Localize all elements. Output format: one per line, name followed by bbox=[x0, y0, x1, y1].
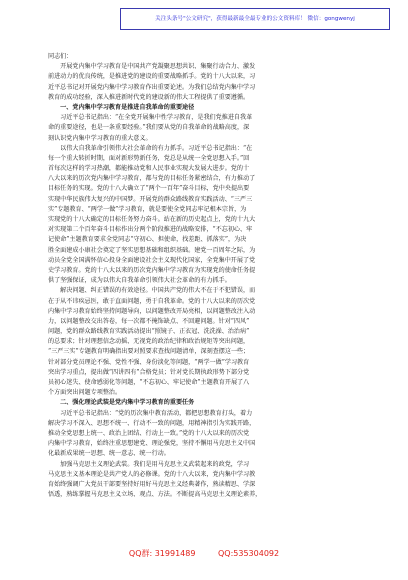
text-line: 解决学习不深入、思想不统一、行动不一致的问题，用精神指引为实践开路， bbox=[48, 419, 256, 427]
text-line: 解决问题、纠正错误的有效途径。中国共产党的伟大不在于不犯错误，而 bbox=[48, 287, 256, 295]
text-line: 突出学习重点，提出做“四讲四有”合格党员；针对党长期执政形势下部分党 bbox=[48, 368, 250, 376]
header-banner: 关注头条号"公文研究"，获得最新最全最专业的公文资料库！ 微信：gongwenyj bbox=[120, 8, 390, 30]
text-line: 前进动力的优良传统，是推进党的建设的重要战略抓手。党的十八大以来，习 bbox=[48, 73, 256, 81]
text-line: “三严三实”专题教育明确指出要对照要求查找问题清单，深刻查摆这一些； bbox=[48, 348, 250, 356]
text-line: 习近平总书记指出：“党的历次集中教育活动，都把思想教育打头，着力 bbox=[48, 409, 253, 417]
qq-contact-text: QQ:535304092 bbox=[218, 549, 280, 558]
text-line: 供了坚强保证，成为以伟大自我革命引领伟大社会革命的有力抓手。 bbox=[48, 277, 231, 285]
text-line: 个方面突出问题专项整治。 bbox=[48, 389, 122, 397]
text-line: 每一个重大转折时期，面对新形势新任务，党总是从统一全党思想入手。”回 bbox=[48, 154, 250, 162]
text-line: 化最新成果统一思想、统一意志、统一行动。 bbox=[48, 450, 170, 458]
text-line: 加强马克思主义理论武装。我们是用马克思主义武装起来的政党，学习 bbox=[48, 460, 250, 468]
text-line: 习近平总书记指出：“在全党开展集中性学习教育，是我们党推进自我革 bbox=[48, 114, 253, 122]
text-line: 员初心迷失、使命感弱化等问题，“不忘初心、牢记使命”主题教育开展了八 bbox=[48, 379, 250, 386]
text-line: 马克思主义基本理论是共产党人的必修课。党的十八大以来，党内集中学习教 bbox=[48, 470, 256, 478]
text-line: 的总要求；针对理想信念动摇、无视党的政治纪律和政治规矩等突出问题， bbox=[48, 338, 250, 346]
text-line: 首每次这样的学习热潮，都能推动党和人民事业实现大发展大进步。党的十 bbox=[48, 165, 250, 173]
text-line: 八大以来的历次党内集中学习教育，都与党的目标任务紧密结合，有力推动了 bbox=[48, 175, 256, 183]
text-line: 史学习教育。党的十八大以来的历次党内集中学习教育为实现党的使命任务提 bbox=[48, 266, 256, 274]
text-line: 推动全党思想上统一、政治上团结、行动上一致。”党的十八大以来的历次党 bbox=[48, 429, 250, 437]
text-line: 悟透，熟练掌握马克思主义立场、观点、方法。不断提高马克思主义理论素养， bbox=[48, 491, 262, 499]
text-line: 实”专题教育、“两学一做”学习教育，就是要使全党同志牢记根本宗旨，为 bbox=[48, 205, 247, 213]
footer bbox=[0, 548, 408, 560]
text-line: 实现党的十八大确定的目标任务努力奋斗。站在新的历史起点上，党的十九大 bbox=[48, 216, 256, 223]
text-line: 对实现第二个百年奋斗目标作出分两个阶段推进的战略安排，“不忘初心、牢 bbox=[48, 226, 253, 234]
text-line: 育始终强调广大党员干部要坚持好用好马克思主义经典著作，熟读精思、学深 bbox=[48, 480, 256, 488]
document-body bbox=[48, 52, 366, 500]
text-line: 刻认识党内集中学习教育的重大意义。 bbox=[48, 134, 152, 142]
text-line: 实现中华民族伟大复兴的中国梦。开展党的群众路线教育实践活动、“三严三 bbox=[48, 195, 253, 203]
text-line: 针对部分党员理论不强、党性不强、身份淡化等问题，“两学一做”学习教育 bbox=[48, 358, 250, 366]
text-line: 开展党内集中学习教育是中国共产党凝聚思想共识、集聚行动合力、激发 bbox=[48, 63, 256, 71]
text-line: 以伟大自我革命引领伟大社会革命的有力抓手。习近平总书记指出：“在 bbox=[48, 144, 253, 152]
text-line: 力，以问题整改交出答卷，每一次都不掩饰缺点、不回避问题。针对“四风” bbox=[48, 317, 250, 325]
text-line: 胜全面建成小康社会奠定了坚实思想基础和组织基础。建党一百周年之际，为 bbox=[48, 246, 256, 254]
text-line: 在于从不讳疾忌医，敢于直面问题，勇于自我革命。党的十八大以来的历次党 bbox=[48, 297, 256, 305]
text-line: 同志们： bbox=[48, 53, 73, 60]
text-line: 动员全党全国满怀信心投身全面建设社会主义现代化国家，全党集中开展了党 bbox=[48, 256, 256, 264]
text-line: 目标任务的实现。党的十八大确立了“两个一百年”奋斗目标，党中央提出要 bbox=[48, 185, 250, 193]
section-heading: 一、党内集中学习教育是推进自我革命的重要途径 bbox=[48, 103, 195, 111]
text-line: 记使命”主题教育要求全党同志“守初心、担使命，找差距、抓落实”，为决 bbox=[48, 236, 247, 244]
text-line: 内集中学习教育，始终注重思想建党、理论强党，坚持不懈用马克思主义中国 bbox=[48, 440, 256, 448]
qq-group-text: QQ群: 31991489 bbox=[128, 549, 196, 558]
text-line: 近平总书记对开展党内集中学习教育作出重要论述。为我们总结党内集中学习 bbox=[48, 83, 256, 91]
text-line: 问题，党的群众路线教育实践活动提出“照镜子、正衣冠、洗洗澡、治治病” bbox=[48, 328, 250, 336]
text-line: 教育的成功经验，深入推进新时代党的建设新的伟大工程提供了重要遵循。 bbox=[48, 93, 250, 101]
text-line: 内集中学习教育始终坚持问题导向，以问题整改开局亮相，以问题整改注入动 bbox=[48, 307, 256, 315]
section-heading: 二、强化理论武装是党内集中学习教育的重要任务 bbox=[48, 399, 195, 407]
text-line: 命的重要途径，也是一条重要经验。”我们要从党的自我革命的战略高度，深 bbox=[48, 124, 250, 132]
